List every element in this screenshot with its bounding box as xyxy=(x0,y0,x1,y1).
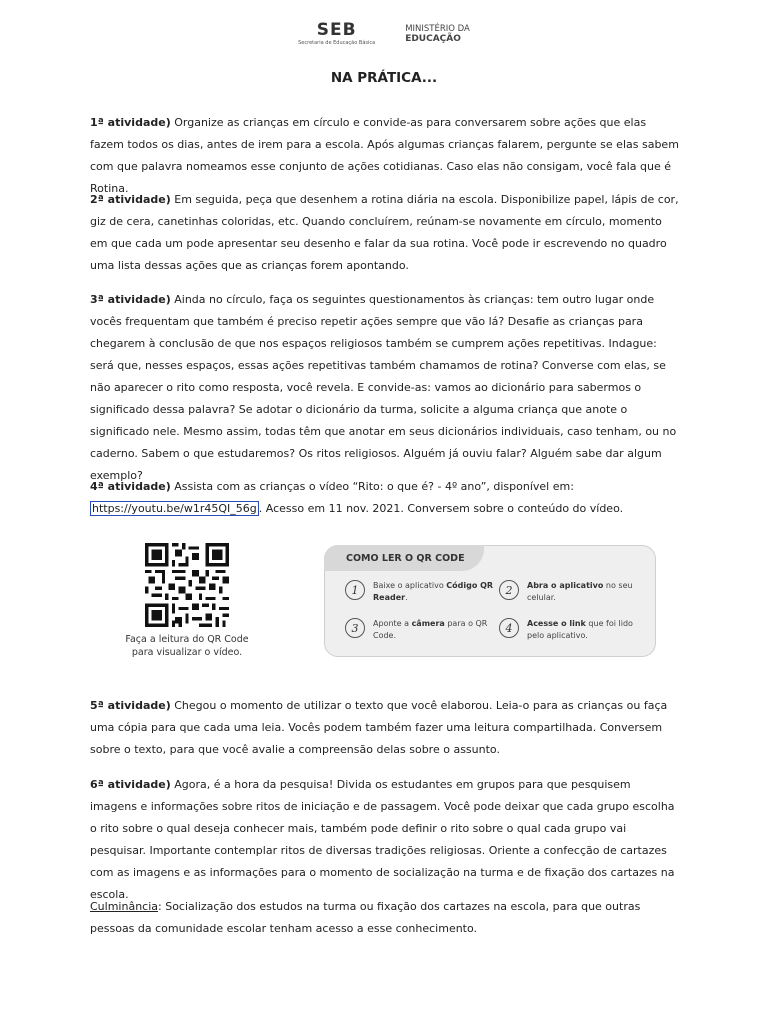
activity-1 xyxy=(90,112,680,200)
qr-step-2 xyxy=(499,580,649,604)
activity-4-after: . Acesso em 11 nov. 2021. Conversem sobre o conteúdo do vídeo. xyxy=(258,502,624,515)
activity-3-text: Ainda no círculo, faça os seguintes questionamentos às crianças: tem outro lugar onde vocês frequentam que também é preciso repetir ações sempre que vão lá? Desafie as crianças para chegarem à conclusão de que nos espaços religiosos também se cumprem ações repetitivas. Indague: será que, nesses espaços, essas ações repetitivas também chamamos de rotina? Converse com elas, se não aparecer o rito como resposta, você revela. E convide-as: vamos ao dicionário para sabermos o significado dessa palavra? Se adotar o dicionário da turma, solicite a alguma criança que anote o significado nele. Mesmo assim, todas têm que anotar em seus dicionários individuais, caso tenham, ou no caderno. Sabem o que estudaremos? Os ritos religiosos. Alguém já ouviu falar? Alguém sabe dar algum exemplo? xyxy=(90,293,677,482)
activity-5-text: Chegou o momento de utilizar o texto que você elaborou. Leia-o para as crianças ou faça uma cópia para que cada uma leia. Vocês podem também fazer uma leitura compartilhada. Conversem sobre o texto, para que você avalie a compreensão delas sobre o assunto. xyxy=(90,699,668,756)
seb-logo xyxy=(298,20,375,46)
page-title: NA PRÁTICA... xyxy=(330,70,438,86)
qr-step-1 xyxy=(345,580,495,604)
mec-logo-line1: MINISTÉRIO DA xyxy=(405,24,470,34)
culminancia-text: : Socialização dos estudos na turma ou fixação dos cartazes na escola, para que outras pessoas da comunidade escolar tenham acesso a esse conhecimento. xyxy=(90,900,641,935)
video-link[interactable]: https://youtu.be/w1r45QI_56g xyxy=(92,502,257,515)
activity-6-label: 6ª atividade) xyxy=(90,778,171,791)
qr-instructions-heading: COMO LER O QR CODE xyxy=(324,545,484,571)
activity-1-text: Organize as crianças em círculo e convide-as para conversarem sobre ações que elas fazem todos os dias, antes de irem para a escola. Após algumas crianças falarem, pergunte se elas sabem com que palavra nomeamos esse conjunto de ações cotidianas. Caso elas não consigam, você fala que é Rotina. xyxy=(90,116,679,195)
step-text-3: Aponte a câmera para o QR Code. xyxy=(373,619,488,640)
activity-6-text: Agora, é a hora da pesquisa! Divida os estudantes em grupos para que pesquisem imagens e informações sobre ritos de iniciação e de passagem. Você pode deixar que cada grupo escolha o rito sobre o qual deseja conhecer mais, também pode definir o rito sobre o qual cada grupo vai pesquisar. Importante contemplar ritos de diversas tradições religiosas. Oriente a confecção de cartazes com as imagens e as informações para o momento de socialização na turma e de fixação dos cartazes na escola. xyxy=(90,778,675,901)
seb-logo-text: SEB xyxy=(316,20,357,40)
activity-4-label: 4ª atividade) xyxy=(90,480,171,493)
activity-5 xyxy=(90,695,680,761)
step-text-2: Abra o aplicativo no seu celular. xyxy=(527,581,633,602)
activity-3-label: 3ª atividade) xyxy=(90,293,171,306)
qr-caption xyxy=(108,633,266,659)
culminancia-label: Culminância xyxy=(90,900,159,913)
qr-instructions-card xyxy=(324,545,656,657)
page-header xyxy=(0,20,768,46)
activity-2-text: Em seguida, peça que desenhem a rotina diária na escola. Disponibilize papel, lápis de cor, giz de cera, canetinhas coloridas, etc. Quando concluírem, reúnam-se novamente em círculo, momento em que cada um pode apresentar seu desenho e falar da sua rotina. Você pode ir escrevendo no quadro uma lista dessas ações que as crianças forem apontando. xyxy=(90,193,679,272)
activity-4 xyxy=(90,476,680,520)
step-number-3: 3 xyxy=(345,618,365,638)
activity-4-text: Assista com as crianças o vídeo “Rito: o que é? - 4º ano”, disponível em: xyxy=(170,480,574,493)
seb-logo-subtitle: Secretaria de Educação Básica xyxy=(298,40,376,46)
step-number-1: 1 xyxy=(345,580,365,600)
activity-2 xyxy=(90,189,680,277)
mec-logo-line2: EDUCAÇÃO xyxy=(405,34,461,44)
step-text-4: Acesse o link que foi lido pelo aplicativo. xyxy=(527,619,633,640)
activity-3 xyxy=(90,289,680,487)
step-number-4: 4 xyxy=(499,618,519,638)
qr-step-3 xyxy=(345,618,495,642)
qr-caption-line1: Faça a leitura do QR Code xyxy=(125,634,249,645)
step-text-1: Baixe o aplicativo Código QR Reader. xyxy=(373,581,494,602)
activity-1-label: 1ª atividade) xyxy=(90,116,171,129)
mec-logo xyxy=(405,24,470,44)
culminancia xyxy=(90,896,680,940)
activity-6 xyxy=(90,774,680,906)
qr-code-block xyxy=(108,543,266,659)
activity-2-label: 2ª atividade) xyxy=(90,193,171,206)
qr-code-icon xyxy=(143,543,231,627)
step-number-2: 2 xyxy=(499,580,519,600)
activity-5-label: 5ª atividade) xyxy=(90,699,171,712)
qr-step-4 xyxy=(499,618,649,642)
qr-caption-line2: para visualizar o vídeo. xyxy=(131,647,243,658)
